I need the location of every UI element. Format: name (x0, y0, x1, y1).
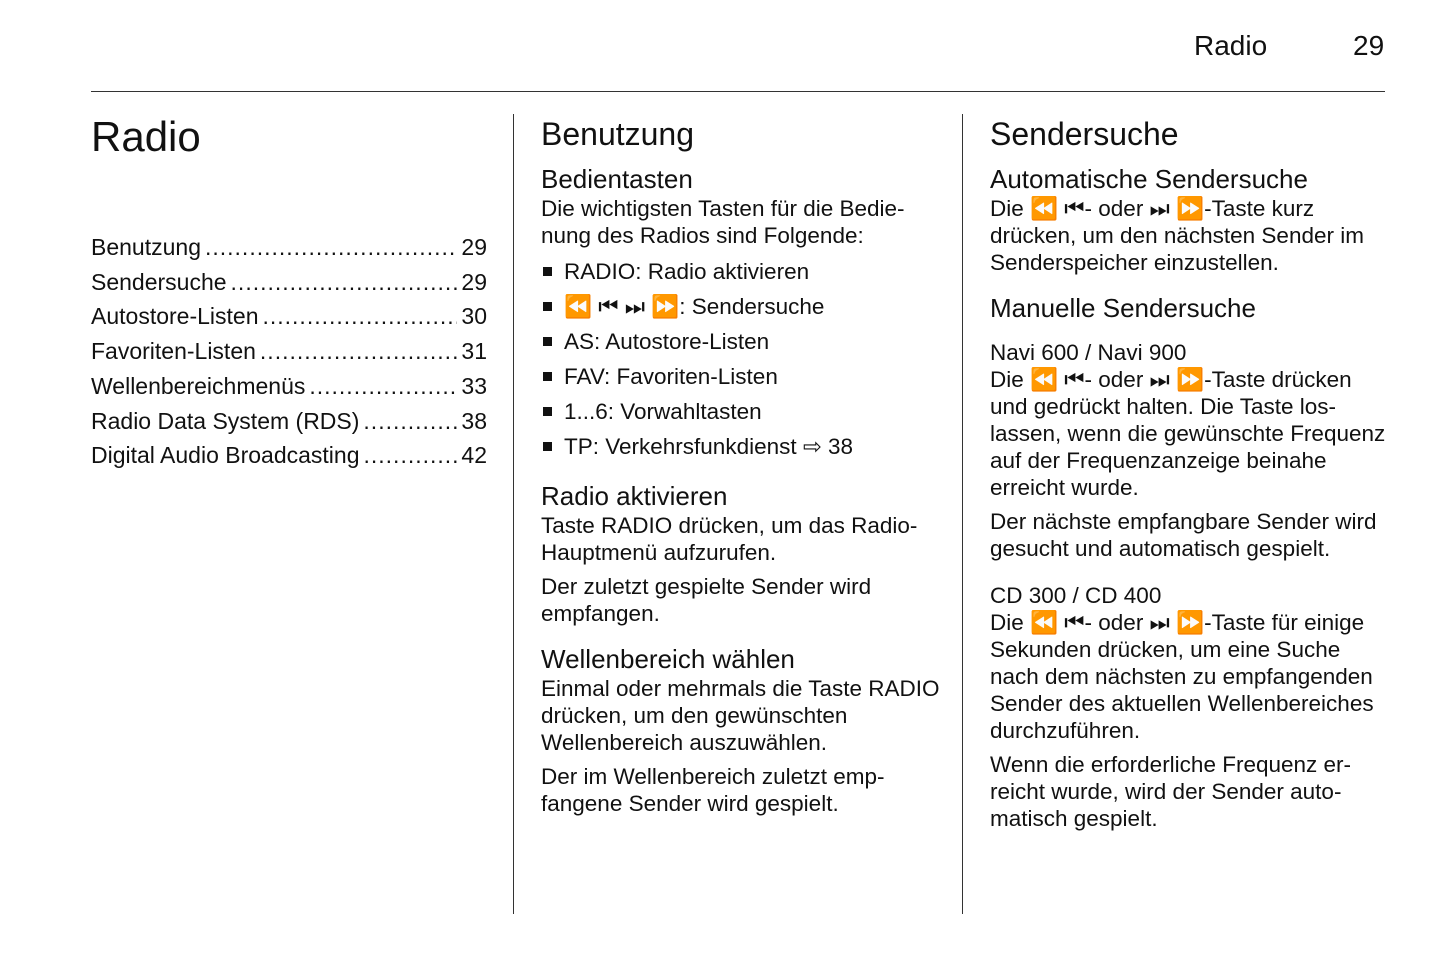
toc-page: 30 (461, 303, 487, 330)
toc-page: 31 (461, 338, 487, 365)
subheading-select-band: Wellenbereich wählen (541, 644, 795, 674)
toc-entry[interactable] (91, 369, 487, 404)
column-divider-1 (513, 114, 514, 914)
paragraph: Taste RADIO drücken, um das Radio-Hauptmenü aufzurufen. (541, 513, 918, 565)
header-page-number: 29 (1353, 30, 1385, 61)
section-heading-station-search: Sendersuche (990, 116, 1179, 152)
toc-label: Radio Data System (RDS) (91, 407, 360, 434)
paragraph: Die ⏪ ⏮- oder ⏭ ⏩-Taste kurz drücken, um den nächsten Sender im Senderspeicher einzustellen. (990, 196, 1364, 275)
paragraph: Die ⏪ ⏮- oder ⏭ ⏩-Taste für einige Sekunden drücken, um eine Suche nach dem nächsten zu empfangenden Sender des aktuellen Wellenbereiches durchzuführen. (990, 610, 1374, 743)
toc-label: Favoriten-Listen (91, 338, 256, 365)
toc-label: Autostore-Listen (91, 303, 259, 330)
toc-page: 33 (461, 372, 487, 399)
subheading-controls: Bedientasten (541, 164, 693, 194)
toc-entry[interactable] (91, 404, 487, 439)
toc-entry[interactable] (91, 265, 487, 300)
toc-page: 29 (461, 268, 487, 295)
table-of-contents (91, 230, 487, 473)
device-label-navi: Navi 600 / Navi 900 (990, 340, 1187, 365)
list-item: RADIO: Radio aktivieren (541, 254, 941, 289)
toc-page: 42 (461, 442, 487, 469)
chapter-column (91, 112, 487, 473)
column-divider-2 (962, 114, 963, 914)
station-search-column (990, 112, 1390, 832)
controls-intro: Die wichtigsten Tasten für die Bedienung des Radios sind Folgende: (541, 196, 905, 248)
list-item: AS: Autostore-Listen (541, 324, 941, 359)
toc-page: 38 (461, 407, 487, 434)
device-label-cd: CD 300 / CD 400 (990, 583, 1162, 608)
paragraph: Die ⏪ ⏮- oder ⏭ ⏩-Taste drücken und gedrückt halten. Die Taste loslassen, wenn die gewünschte Frequenz auf der Frequenzanzeige beinahe erreicht wurde. (990, 367, 1386, 500)
header-rule (91, 91, 1385, 92)
paragraph: Der nächste empfangbare Sender wird gesucht und automatisch gespielt. (990, 509, 1377, 561)
subheading-manual-search: Manuelle Sendersuche (990, 293, 1256, 323)
paragraph: Der zuletzt gespielte Sender wird empfangen. (541, 574, 872, 626)
usage-column (541, 112, 941, 817)
page-header (0, 30, 1445, 70)
section-heading-usage: Benutzung (541, 116, 695, 152)
list-item: ⏪ ⏮ ⏭ ⏩: Sendersuche (541, 289, 941, 324)
toc-page: 29 (461, 234, 487, 260)
toc-label: Sendersuche (91, 268, 227, 295)
toc-label: Digital Audio Broadcasting (91, 442, 360, 469)
list-item: 1...6: Vorwahltasten (541, 394, 941, 429)
list-item: TP: Verkehrsfunkdienst ⇨ 38 (541, 429, 941, 464)
header-section-title: Radio (1194, 30, 1268, 61)
paragraph: Einmal oder mehrmals die Taste RADIO drücken, um den gewünschten Wellenbereich auszuwählen. (541, 676, 940, 755)
paragraph: Wenn die erforderliche Frequenz erreicht wurde, wird der Sender automatisch gespielt. (990, 752, 1352, 831)
subheading-auto-search: Automatische Sendersuche (990, 164, 1308, 194)
toc-entry[interactable] (91, 438, 487, 473)
subheading-activate-radio: Radio aktivieren (541, 481, 728, 511)
toc-entry[interactable] (91, 299, 487, 334)
list-item: FAV: Favoriten-Listen (541, 359, 941, 394)
chapter-title: Radio (91, 113, 201, 160)
controls-list (541, 254, 941, 464)
paragraph: Der im Wellenbereich zuletzt empfangene Sender wird gespielt. (541, 764, 885, 816)
toc-entry[interactable] (91, 230, 487, 265)
toc-label: Wellenbereichmenüs (91, 372, 306, 399)
toc-label: Benutzung (91, 234, 201, 260)
toc-entry[interactable] (91, 334, 487, 369)
